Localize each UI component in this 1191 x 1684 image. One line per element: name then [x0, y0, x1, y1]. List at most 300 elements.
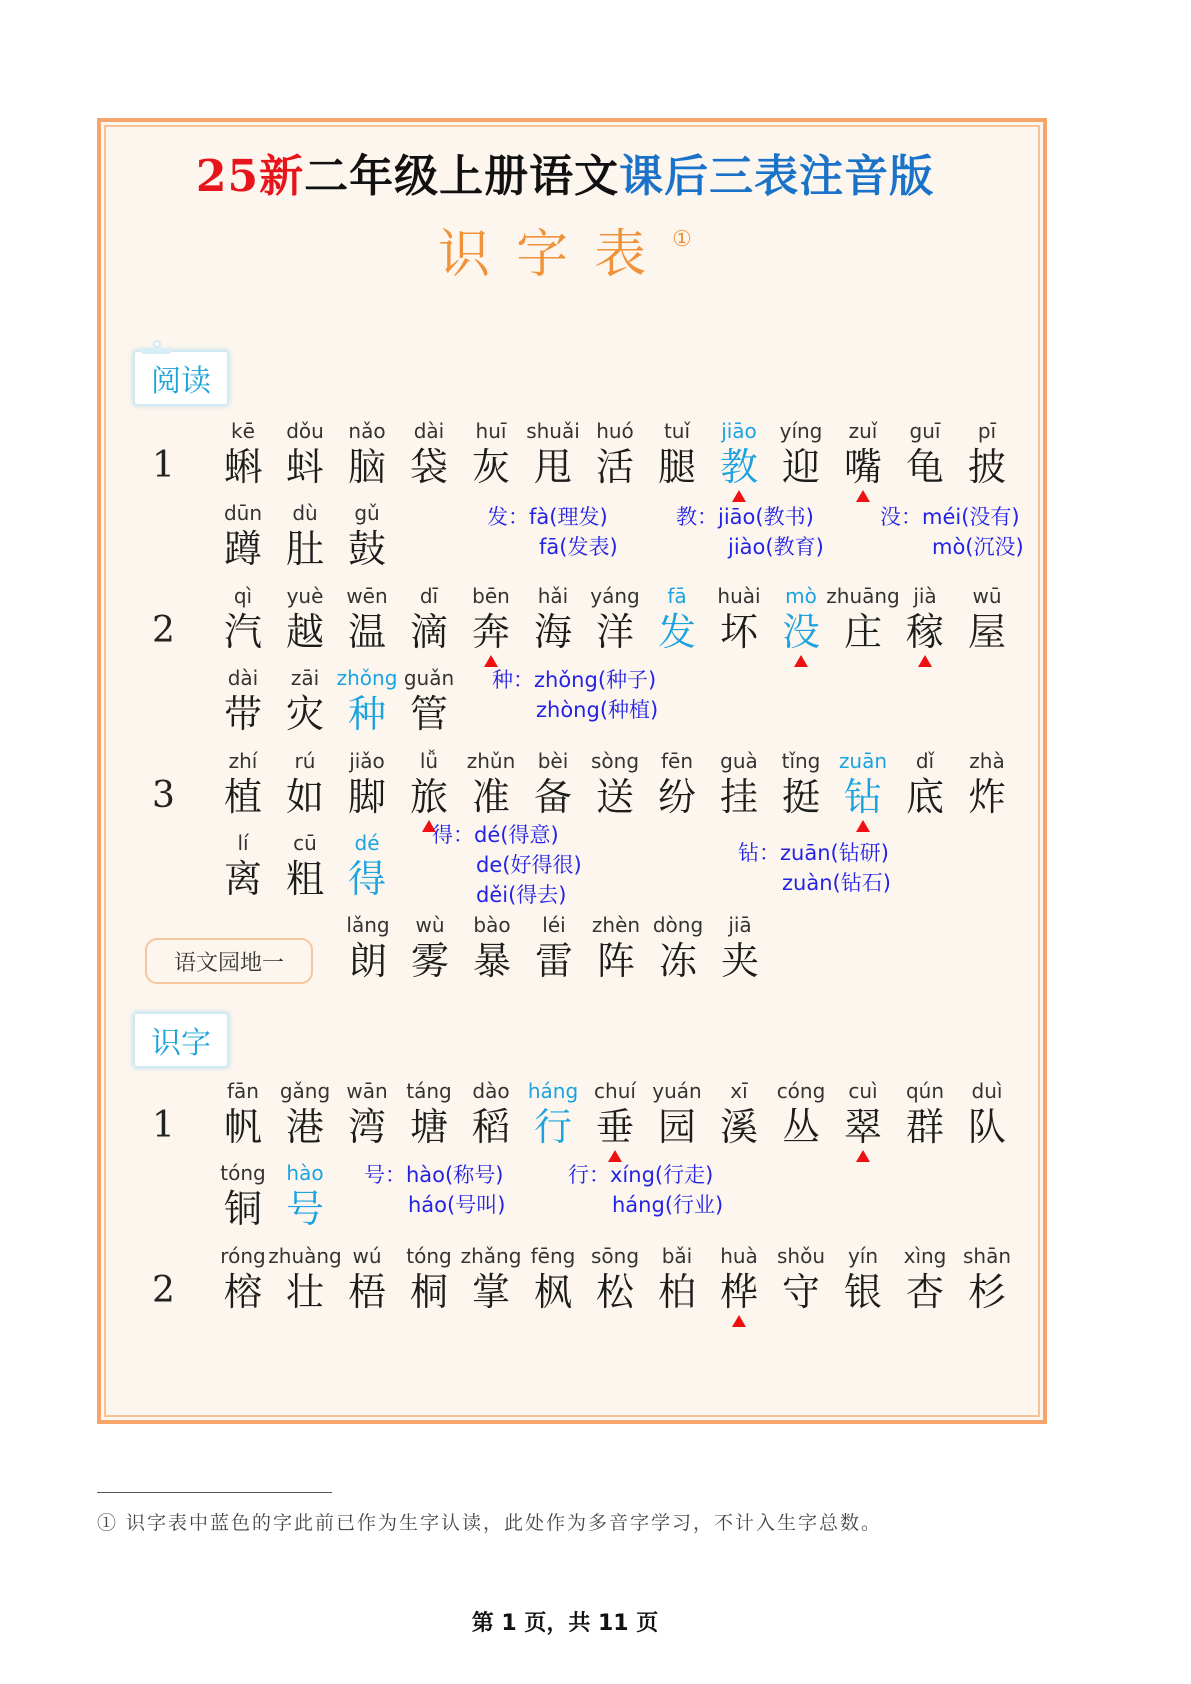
pinyin: jiā	[728, 913, 752, 937]
pinyin: jiāo	[721, 419, 757, 443]
section-label: 阅读	[151, 364, 211, 399]
hanzi: 群	[905, 1105, 944, 1149]
char-cell	[894, 583, 956, 655]
hanzi: 掌	[471, 1270, 510, 1314]
pinyin: tuǐ	[663, 419, 691, 443]
char-cell	[826, 583, 900, 655]
char-cell	[336, 418, 398, 490]
pinyin: lǚ	[419, 749, 439, 773]
note-reading: zuàn(钻石)	[782, 871, 891, 895]
char-row	[212, 748, 1018, 820]
hanzi: 甩	[533, 445, 572, 489]
hanzi: 带	[223, 692, 262, 736]
heading-text: 识字表	[438, 225, 673, 285]
char-cell	[770, 1078, 832, 1150]
note-reading: xíng(行走)	[610, 1163, 714, 1187]
note-char: 种：	[492, 668, 534, 692]
hanzi: 榕	[223, 1270, 262, 1314]
pinyin: cuì	[848, 1079, 878, 1103]
note-char: 发：	[487, 505, 529, 529]
char-cell	[398, 748, 460, 820]
char-cell	[212, 583, 274, 655]
hanzi: 披	[967, 445, 1006, 489]
hanzi: 离	[223, 857, 262, 901]
red-triangle-marker-icon	[732, 490, 746, 502]
polyphone-note	[364, 1160, 505, 1220]
char-cell	[708, 748, 770, 820]
pinyin: dài	[227, 666, 259, 690]
char-cell	[832, 1243, 894, 1315]
char-cell	[646, 748, 708, 820]
hanzi: 钻	[843, 775, 882, 819]
note-reading: hào(称号)	[406, 1163, 504, 1187]
pinyin: dé	[354, 831, 380, 855]
hanzi: 温	[347, 610, 386, 654]
lesson-number: 1	[152, 1105, 175, 1146]
pinyin: shān	[962, 1244, 1012, 1268]
pinyin: huó	[596, 419, 634, 443]
hanzi: 发	[657, 610, 696, 654]
hanzi: 挂	[719, 775, 758, 819]
char-row	[212, 1160, 336, 1232]
char-cell	[646, 1078, 708, 1150]
char-cell	[770, 748, 832, 820]
title-edition: 课后三表注音版	[619, 151, 935, 202]
char-cell	[274, 1160, 336, 1232]
hanzi: 港	[285, 1105, 324, 1149]
hanzi: 备	[533, 775, 572, 819]
lesson-number: 2	[152, 1270, 175, 1311]
pinyin: guǎn	[403, 666, 455, 690]
char-cell	[647, 912, 709, 984]
hanzi: 庄	[843, 610, 882, 654]
footnote-divider	[97, 1492, 332, 1493]
hanzi: 溪	[719, 1105, 758, 1149]
hanzi: 脚	[347, 775, 386, 819]
lesson-number: 2	[152, 610, 175, 651]
hanzi: 迎	[781, 445, 820, 489]
char-cell	[956, 1078, 1018, 1150]
char-cell	[398, 583, 460, 655]
char-cell	[212, 1243, 274, 1315]
char-row	[337, 912, 771, 984]
pinyin: wān	[346, 1079, 388, 1103]
pinyin: yuè	[286, 584, 324, 608]
char-cell	[956, 1243, 1018, 1315]
pinyin: guī	[909, 419, 941, 443]
pinyin: huī	[475, 419, 507, 443]
note-reading: zuān(钻研)	[780, 841, 889, 865]
hanzi: 龟	[905, 445, 944, 489]
char-row	[212, 1078, 1018, 1150]
hanzi: 塘	[409, 1105, 448, 1149]
char-cell	[336, 583, 398, 655]
garden-tag: 语文园地一	[145, 938, 313, 984]
hanzi: 灾	[285, 692, 324, 736]
char-cell	[398, 418, 460, 490]
hanzi: 准	[471, 775, 510, 819]
hanzi: 稻	[471, 1105, 510, 1149]
pinyin: wù	[415, 913, 445, 937]
pinyin: hào	[286, 1161, 324, 1185]
hanzi: 壮	[285, 1270, 324, 1314]
char-cell	[274, 665, 336, 737]
footnote-text: ① 识字表中蓝色的字此前已作为生字认读，此处作为多音字学习，不计入生字总数。	[97, 1512, 883, 1534]
pinyin: táng	[406, 1079, 452, 1103]
clip-decoration	[141, 348, 171, 354]
char-cell	[399, 912, 461, 984]
pinyin: dài	[413, 419, 445, 443]
pinyin: qún	[905, 1079, 945, 1103]
pinyin: gǔ	[354, 501, 380, 525]
char-cell	[212, 1078, 274, 1150]
pinyin: guà	[720, 749, 758, 773]
char-cell	[212, 500, 274, 572]
hanzi: 守	[781, 1270, 820, 1314]
note-reading: mò(沉没)	[932, 535, 1024, 559]
pinyin: dào	[472, 1079, 510, 1103]
char-row	[212, 830, 398, 902]
hanzi: 队	[967, 1105, 1006, 1149]
pinyin: kē	[231, 419, 255, 443]
char-row	[212, 1243, 1018, 1315]
hanzi: 纷	[657, 775, 696, 819]
char-cell	[274, 1078, 336, 1150]
hanzi: 洋	[595, 610, 634, 654]
char-cell	[584, 1078, 646, 1150]
red-triangle-marker-icon	[856, 1150, 870, 1162]
section-tag-reading	[133, 350, 229, 406]
char-cell	[646, 418, 708, 490]
pinyin: fā	[667, 584, 687, 608]
lesson-number: 3	[152, 775, 175, 816]
pinyin: zhuàng	[268, 1244, 342, 1268]
note-char: 没：	[880, 505, 922, 529]
hanzi: 屋	[967, 610, 1006, 654]
char-cell	[460, 418, 522, 490]
note-reading: háng(行业)	[612, 1193, 724, 1217]
pinyin: jiǎo	[349, 749, 385, 773]
hanzi: 蹲	[223, 527, 262, 571]
char-cell	[584, 748, 646, 820]
hanzi: 汽	[223, 610, 262, 654]
hanzi: 袋	[409, 445, 448, 489]
lesson-number: 1	[152, 445, 175, 486]
pinyin: cū	[293, 831, 317, 855]
hanzi: 行	[533, 1105, 572, 1149]
char-cell	[708, 583, 770, 655]
char-cell	[336, 500, 398, 572]
char-row	[212, 500, 398, 572]
pinyin: zāi	[290, 666, 320, 690]
hanzi: 活	[595, 445, 634, 489]
polyphone-note	[738, 838, 891, 898]
section-tag-literacy	[133, 1012, 229, 1068]
red-triangle-marker-icon	[856, 820, 870, 832]
pinyin: qì	[233, 584, 253, 608]
title-year: 25新	[195, 151, 305, 202]
pinyin: jià	[913, 584, 937, 608]
hanzi: 帆	[223, 1105, 262, 1149]
char-cell	[460, 1078, 522, 1150]
pinyin: nǎo	[348, 419, 386, 443]
hanzi: 肚	[285, 527, 324, 571]
char-cell	[212, 830, 274, 902]
hanzi: 炸	[967, 775, 1006, 819]
char-cell	[522, 418, 584, 490]
char-cell	[460, 748, 522, 820]
note-reading: méi(没有)	[922, 505, 1020, 529]
hanzi: 朗	[348, 939, 387, 983]
title-grade: 二年级上册语文	[304, 151, 620, 202]
hanzi: 粗	[285, 857, 324, 901]
pinyin: dūn	[223, 501, 263, 525]
char-cell	[956, 583, 1018, 655]
char-cell	[832, 748, 894, 820]
hanzi: 蚪	[285, 445, 324, 489]
pinyin: tǐng	[781, 749, 821, 773]
pinyin: xī	[730, 1079, 748, 1103]
pinyin: dǐ	[915, 749, 935, 773]
char-cell	[584, 418, 646, 490]
pinyin: mò	[785, 584, 817, 608]
char-cell	[212, 1160, 274, 1232]
hanzi: 园	[657, 1105, 696, 1149]
pinyin: dǒu	[286, 419, 324, 443]
char-cell	[522, 748, 584, 820]
hanzi: 腿	[657, 445, 696, 489]
hanzi: 如	[285, 775, 324, 819]
hanzi: 杏	[905, 1270, 944, 1314]
hanzi: 植	[223, 775, 262, 819]
char-cell	[398, 1243, 460, 1315]
pinyin: zuǐ	[848, 419, 878, 443]
polyphone-note	[880, 502, 1024, 562]
char-cell	[398, 1078, 460, 1150]
hanzi: 管	[409, 692, 448, 736]
pinyin: zhǒng	[336, 666, 398, 690]
char-cell	[461, 912, 523, 984]
polyphone-note	[487, 502, 618, 562]
pinyin: háng	[527, 1079, 579, 1103]
note-reading: jiào(教育)	[728, 535, 824, 559]
pinyin: chuí	[594, 1079, 636, 1103]
char-cell	[268, 1243, 342, 1315]
hanzi: 杉	[967, 1270, 1006, 1314]
char-cell	[460, 1243, 522, 1315]
char-cell	[894, 748, 956, 820]
pinyin: bào	[473, 913, 511, 937]
char-cell	[398, 665, 460, 737]
red-triangle-marker-icon	[732, 1315, 746, 1327]
pinyin: fēng	[530, 1244, 576, 1268]
char-cell	[274, 830, 336, 902]
pinyin: bēn	[472, 584, 510, 608]
hanzi: 灰	[471, 445, 510, 489]
hanzi: 冻	[658, 939, 697, 983]
char-cell	[274, 583, 336, 655]
note-reading: děi(得去)	[476, 883, 567, 907]
red-triangle-marker-icon	[794, 655, 808, 667]
char-cell	[212, 665, 274, 737]
pinyin: gǎng	[279, 1079, 331, 1103]
pinyin: zhuāng	[826, 584, 900, 608]
char-cell	[770, 583, 832, 655]
char-cell	[212, 748, 274, 820]
pinyin: tóng	[406, 1244, 452, 1268]
pinyin: yíng	[779, 419, 823, 443]
footnote-mark: ①	[672, 227, 692, 252]
hanzi: 柏	[657, 1270, 696, 1314]
note-char: 行：	[568, 1163, 610, 1187]
char-cell	[770, 1243, 832, 1315]
hanzi: 丛	[781, 1105, 820, 1149]
note-reading: zhǒng(种子)	[534, 668, 657, 692]
hanzi: 坏	[719, 610, 758, 654]
char-cell	[709, 912, 771, 984]
char-cell	[522, 583, 584, 655]
pinyin: shǒu	[776, 1244, 825, 1268]
char-cell	[956, 418, 1018, 490]
hanzi: 雷	[534, 939, 573, 983]
hanzi: 枫	[533, 1270, 572, 1314]
hanzi: 松	[595, 1270, 634, 1314]
char-cell	[708, 1243, 770, 1315]
char-cell	[956, 748, 1018, 820]
pinyin: huà	[720, 1244, 758, 1268]
pinyin: hǎi	[537, 584, 569, 608]
pinyin: sōng	[590, 1244, 640, 1268]
note-reading: de(好得很)	[476, 853, 582, 877]
page-number: 第 1 页，共 11 页	[471, 1611, 659, 1636]
pinyin: wēn	[346, 584, 388, 608]
char-cell	[460, 583, 522, 655]
char-cell	[337, 912, 399, 984]
char-cell	[646, 1243, 708, 1315]
pinyin: rú	[294, 749, 316, 773]
char-cell	[522, 1243, 584, 1315]
char-cell	[212, 418, 274, 490]
pinyin: yáng	[590, 584, 640, 608]
note-char: 教：	[676, 505, 718, 529]
pinyin: sòng	[590, 749, 640, 773]
pinyin: wū	[972, 584, 1002, 608]
pinyin: zhà	[969, 749, 1005, 773]
note-reading: fā(发表)	[539, 535, 618, 559]
polyphone-note	[492, 665, 658, 725]
char-cell	[585, 912, 647, 984]
red-triangle-marker-icon	[918, 655, 932, 667]
pinyin: lí	[237, 831, 249, 855]
hanzi: 嘴	[843, 445, 882, 489]
hanzi: 银	[843, 1270, 882, 1314]
note-char: 得：	[432, 823, 474, 847]
pinyin: fēn	[660, 749, 694, 773]
pinyin: bèi	[537, 749, 569, 773]
hanzi: 桦	[719, 1270, 758, 1314]
note-reading: háo(号叫)	[408, 1193, 506, 1217]
char-cell	[274, 748, 336, 820]
note-reading: zhòng(种植)	[536, 698, 659, 722]
document-title	[0, 140, 1130, 204]
hanzi: 阵	[596, 939, 635, 983]
hanzi: 鼓	[347, 527, 386, 571]
pinyin: duì	[971, 1079, 1003, 1103]
pinyin: xìng	[903, 1244, 947, 1268]
hanzi: 得	[347, 857, 386, 901]
char-cell	[894, 1078, 956, 1150]
hanzi: 雾	[410, 939, 449, 983]
section-heading	[0, 212, 1130, 287]
pinyin: tóng	[220, 1161, 266, 1185]
hanzi: 湾	[347, 1105, 386, 1149]
pinyin: dòng	[652, 913, 704, 937]
pinyin: zuān	[838, 749, 888, 773]
char-cell	[336, 748, 398, 820]
pinyin: léi	[542, 913, 566, 937]
pinyin: bǎi	[661, 1244, 693, 1268]
hanzi: 夹	[720, 939, 759, 983]
hanzi: 送	[595, 775, 634, 819]
pinyin: dī	[419, 584, 439, 608]
char-cell	[336, 1078, 398, 1150]
hanzi: 奔	[471, 610, 510, 654]
pinyin: yín	[847, 1244, 879, 1268]
hanzi: 梧	[347, 1270, 386, 1314]
char-cell	[832, 1078, 894, 1150]
hanzi: 滴	[409, 610, 448, 654]
red-triangle-marker-icon	[856, 490, 870, 502]
char-cell	[832, 418, 894, 490]
note-reading: dé(得意)	[474, 823, 559, 847]
polyphone-note	[568, 1160, 723, 1220]
pinyin: zhí	[228, 749, 258, 773]
hanzi: 挺	[781, 775, 820, 819]
note-reading: fà(理发)	[529, 505, 608, 529]
hanzi: 桐	[409, 1270, 448, 1314]
hanzi: 蝌	[223, 445, 262, 489]
pinyin: dù	[292, 501, 318, 525]
char-row	[212, 418, 1018, 490]
char-row	[212, 583, 1018, 655]
char-cell	[894, 1243, 956, 1315]
char-cell	[336, 830, 398, 902]
note-char: 号：	[364, 1163, 406, 1187]
pinyin: cóng	[776, 1079, 826, 1103]
pinyin: yuán	[652, 1079, 702, 1103]
hanzi: 底	[905, 775, 944, 819]
char-cell	[770, 418, 832, 490]
char-cell	[646, 583, 708, 655]
pinyin: zhèn	[591, 913, 641, 937]
char-cell	[584, 1243, 646, 1315]
pinyin: fān	[227, 1079, 259, 1103]
hanzi: 脑	[347, 445, 386, 489]
char-cell	[522, 1078, 584, 1150]
hanzi: 海	[533, 610, 572, 654]
hanzi: 垂	[595, 1105, 634, 1149]
hanzi: 教	[719, 445, 758, 489]
char-cell	[708, 1078, 770, 1150]
section-label: 识字	[151, 1026, 211, 1061]
hanzi: 铜	[223, 1187, 262, 1231]
note-char: 钻：	[738, 841, 780, 865]
char-cell	[708, 418, 770, 490]
hanzi: 稼	[905, 610, 944, 654]
note-reading: jiāo(教书)	[718, 505, 814, 529]
hanzi: 暴	[472, 939, 511, 983]
hanzi: 旅	[409, 775, 448, 819]
